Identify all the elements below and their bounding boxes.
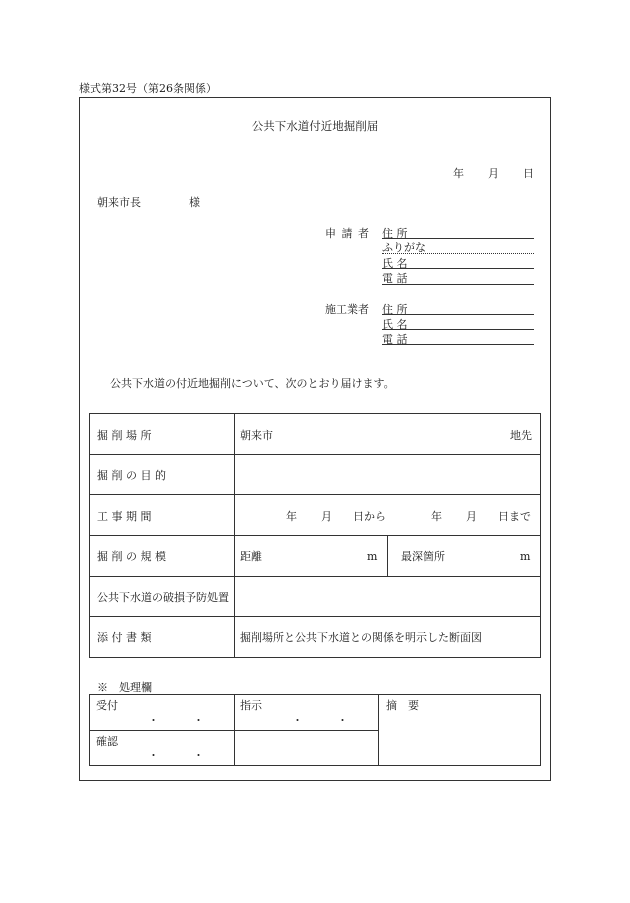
period-from-year: 年 <box>286 510 297 523</box>
applicant-phone-label <box>382 273 430 284</box>
applicant-phone-field[interactable] <box>382 284 534 285</box>
period-from-day: 日から <box>353 510 386 523</box>
form-number: 様式第32号（第26条関係） <box>79 82 217 95</box>
location-label: 掘 削 場 所 <box>97 429 152 442</box>
applicant-address-field[interactable] <box>382 238 534 239</box>
date-day-label: 日 <box>523 167 534 180</box>
period-label: 工 事 期 間 <box>97 510 152 523</box>
row-divider <box>90 454 540 455</box>
instruction-dot-1: ・ <box>292 714 303 727</box>
received-dot-2: ・ <box>193 714 204 727</box>
processing-divider <box>378 695 379 765</box>
purpose-label: 掘 削 の 目 的 <box>97 469 166 482</box>
contractor-name-field[interactable] <box>382 329 534 330</box>
applicant-name-label-text: 氏 名 <box>382 257 408 270</box>
received-dot-1: ・ <box>148 714 159 727</box>
processing-row-divider <box>90 730 378 731</box>
applicant-name-field[interactable] <box>382 268 534 269</box>
contractor-name-label-text: 氏 名 <box>382 318 408 331</box>
row-divider <box>90 576 540 577</box>
protection-input[interactable] <box>240 584 535 610</box>
confirmed-dot-1: ・ <box>148 749 159 762</box>
contractor-label: 施工業者 <box>325 303 369 316</box>
row-divider <box>90 535 540 536</box>
protection-label: 公共下水道の破損予防処置 <box>97 591 229 604</box>
location-suffix: 地先 <box>510 429 532 442</box>
scale-column-divider <box>387 535 388 576</box>
purpose-input[interactable] <box>240 462 535 488</box>
addressee-name: 朝来市長 <box>97 196 141 209</box>
addressee-honorific: 様 <box>189 196 200 209</box>
summary-label: 摘 要 <box>386 699 419 712</box>
contractor-address-label-text: 住 所 <box>382 303 408 316</box>
attachments-value: 掘削場所と公共下水道との関係を明示した断面図 <box>240 631 482 644</box>
period-to-month: 月 <box>466 510 477 523</box>
date-month-label: 月 <box>488 167 499 180</box>
processing-heading: ※ 処理欄 <box>97 681 152 694</box>
applicant-phone-label-text: 電 話 <box>382 272 408 285</box>
instruction-label: 指示 <box>240 699 262 712</box>
attachments-label: 添 付 書 類 <box>97 631 152 644</box>
row-divider <box>90 616 540 617</box>
contractor-phone-field[interactable] <box>382 344 534 345</box>
location-input[interactable] <box>290 422 505 446</box>
applicant-furigana-field[interactable] <box>382 253 534 254</box>
form-title: 公共下水道付近地掘削届 <box>251 119 379 133</box>
scale-label: 掘 削 の 規 模 <box>97 550 166 563</box>
depth-unit: m <box>520 550 531 563</box>
period-to-day: 日まで <box>498 510 531 523</box>
confirmed-dot-2: ・ <box>193 749 204 762</box>
processing-table <box>89 694 541 766</box>
applicant-label: 申 請 者 <box>325 227 370 240</box>
depth-label: 最深箇所 <box>401 550 445 563</box>
location-prefix: 朝来市 <box>240 429 273 442</box>
period-to-year: 年 <box>431 510 442 523</box>
applicant-address-label-text: 住 所 <box>382 227 408 240</box>
column-divider <box>234 414 235 657</box>
row-divider <box>90 494 540 495</box>
distance-unit: m <box>367 550 378 563</box>
date-year-label: 年 <box>453 167 464 180</box>
received-label: 受付 <box>96 699 118 712</box>
intro-text: 公共下水道の付近地掘削について、次のとおり届けます。 <box>110 377 395 390</box>
confirmed-label: 確認 <box>96 735 118 748</box>
contractor-phone-label-text: 電 話 <box>382 333 408 346</box>
main-table <box>89 413 541 658</box>
distance-label: 距離 <box>240 550 262 563</box>
contractor-address-field[interactable] <box>382 314 534 315</box>
instruction-dot-2: ・ <box>337 714 348 727</box>
period-from-month: 月 <box>321 510 332 523</box>
applicant-furigana-label: ふりがな <box>382 241 426 254</box>
